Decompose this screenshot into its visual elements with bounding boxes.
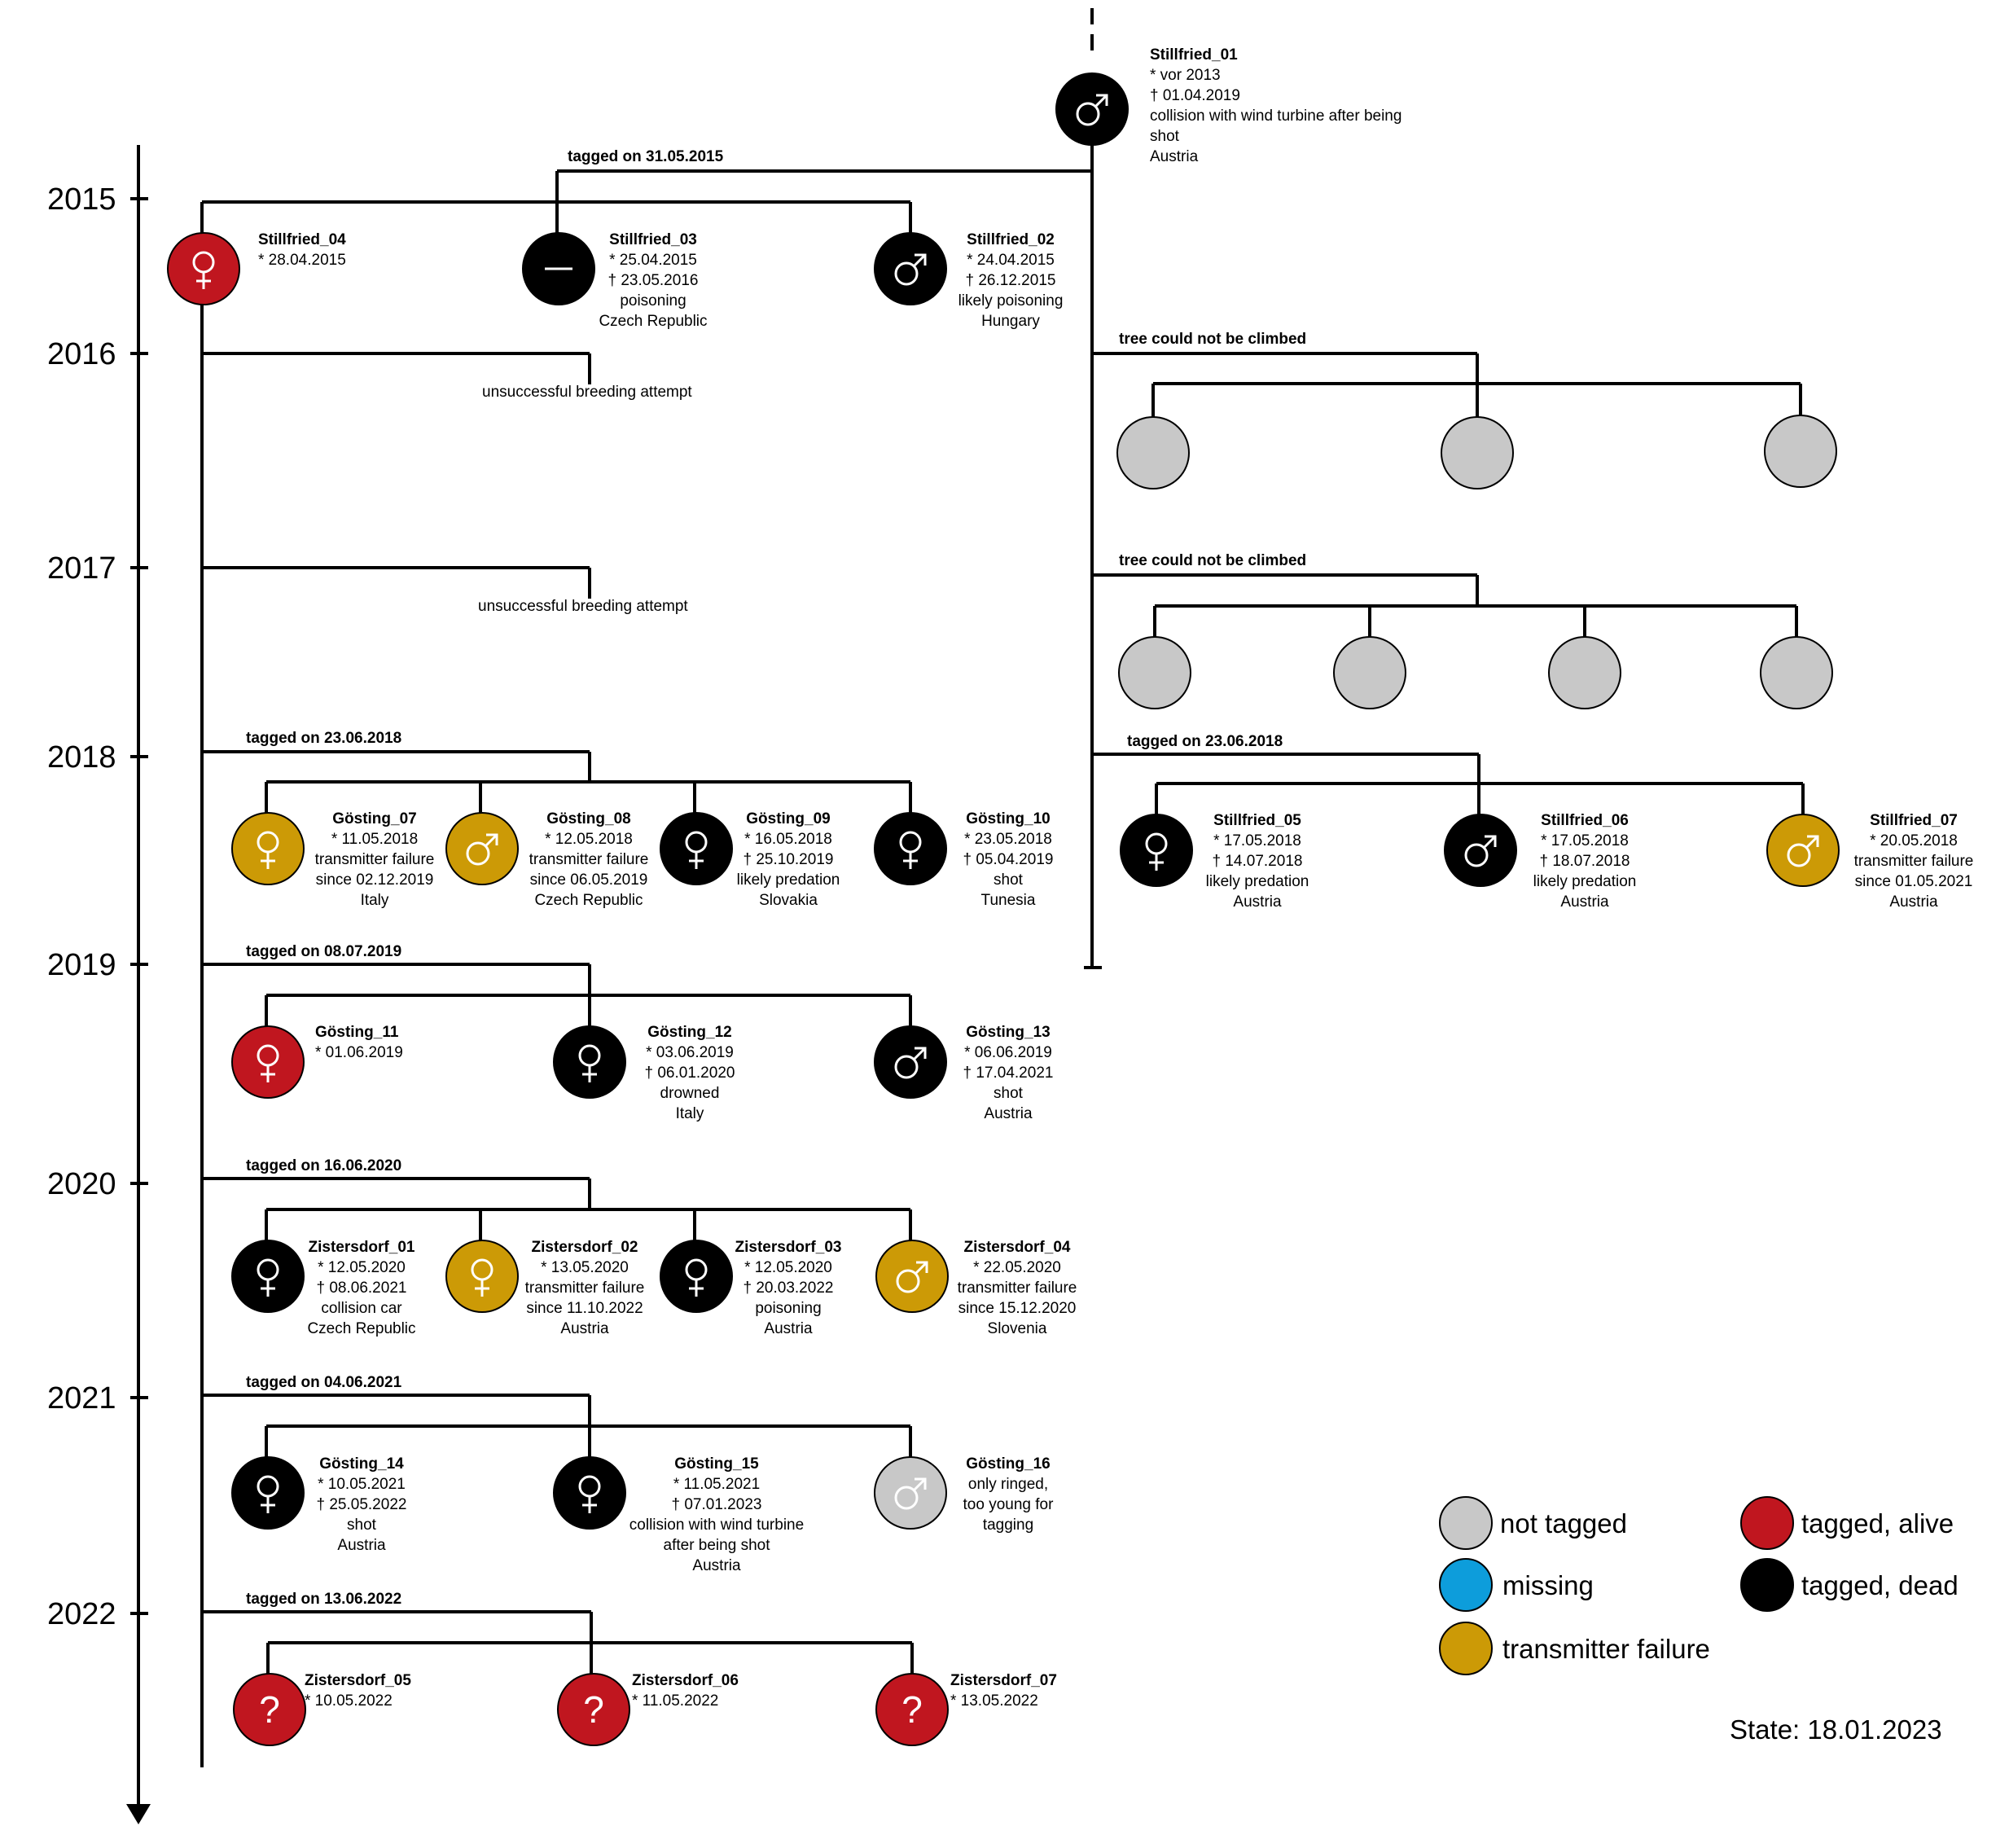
bird-info-line: † 20.03.2022 [743,1280,834,1297]
bird-info-line: Czech Republic [534,892,643,909]
status-circle [875,813,946,884]
bird-name: Gösting_13 [966,1024,1051,1041]
bird-info-line: * 13.05.2022 [950,1692,1038,1710]
bird-node-zistersdorf-03 [660,1239,841,1337]
question-mark-icon [259,1688,280,1731]
status-circle [232,813,304,884]
bird-info-line: * 03.06.2019 [646,1044,734,1061]
legend [1440,1497,1959,1675]
timeline [47,145,151,1824]
bird-info-line: Austria [764,1320,813,1337]
status-circle [554,1457,625,1529]
bird-node-zistersdorf-02 [446,1239,644,1337]
bird-node-zistersdorf-05 [234,1672,411,1745]
bird-info-line: shot [1150,128,1179,145]
bird-info-line: transmitter failure [957,1280,1077,1297]
bird-info-line: Austria [560,1320,609,1337]
bird-info-line: Slovenia [987,1320,1047,1337]
bird-name: Stillfried_07 [1870,812,1958,829]
status-circle [1767,814,1839,886]
legend-label-transmitter-failure: transmitter failure [1502,1634,1710,1664]
year-2022: 2022 [47,1597,116,1631]
bird-info-line: * 11.05.2018 [331,831,419,848]
bird-node-zistersdorf-07 [876,1672,1057,1745]
bird-info-line: † 17.04.2021 [963,1064,1054,1082]
bird-info-line: * 16.05.2018 [744,831,832,848]
bird-info-line: too young for [963,1496,1054,1513]
legend-swatch-tagged-dead [1741,1559,1793,1611]
bird-info-line: † 18.07.2018 [1539,853,1630,870]
bird-info-line: poisoning [620,292,686,309]
bird-info-line: † 14.07.2018 [1212,853,1303,870]
bird-info-line: drowned [660,1085,720,1102]
bird-node-gosting-13 [875,1024,1053,1122]
status-circle [1121,814,1192,886]
bird-info-line: since 01.05.2021 [1854,873,1973,890]
bird-node-stillfried-04 [168,231,346,305]
bird-name: Zistersdorf_03 [735,1239,842,1256]
bird-info-line: † 07.01.2023 [671,1496,762,1513]
bird-info-line: † 25.05.2022 [316,1496,407,1513]
bird-info-line: † 01.04.2019 [1150,87,1240,104]
year-2017: 2017 [47,551,116,586]
state-date: State: 18.01.2023 [1730,1714,1942,1745]
year-2016: 2016 [47,337,116,371]
bird-info-line: * 01.06.2019 [315,1044,403,1061]
untagged-chick-node [1117,417,1189,489]
bird-info-line: Austria [1560,893,1609,911]
bird-node-gosting-10 [875,810,1053,909]
bird-info-line: Tunesia [980,892,1036,909]
year-2018: 2018 [47,740,116,775]
bird-name: Stillfried_03 [609,231,697,248]
bird-info-line: collision with wind turbine after being [1150,108,1402,125]
status-circle [232,1240,304,1312]
bird-info-line: * 12.05.2020 [744,1259,832,1276]
bird-info-line: Austria [692,1557,741,1574]
bird-info-line: only ringed, [967,1476,1049,1493]
svg-text:?: ? [583,1688,604,1731]
bird-info-line: * 20.05.2018 [1870,832,1958,849]
bird-node-gosting-09 [660,810,840,909]
bird-name: Zistersdorf_02 [531,1239,638,1256]
question-mark-icon [583,1688,604,1731]
bird-name: Stillfried_06 [1541,812,1629,829]
bird-info-line: † 26.12.2015 [965,272,1056,289]
legend-swatch-transmitter-failure [1440,1622,1492,1675]
status-circle [232,1026,304,1098]
bird-node-stillfried-07 [1767,812,1973,911]
bird-name: Gösting_07 [332,810,417,827]
bird-info-line: Czech Republic [599,313,708,330]
bird-info-line: shot [994,871,1023,889]
bird-info-line: since 15.12.2020 [958,1300,1077,1317]
bird-node-stillfried-01 [1056,46,1401,165]
bird-name: Zistersdorf_04 [963,1239,1071,1256]
bird-info-line: after being shot [663,1537,770,1554]
question-mark-icon [901,1688,923,1731]
legend-label-missing: missing [1502,1570,1594,1600]
year-2020: 2020 [47,1167,116,1201]
status-circle [446,1240,518,1312]
untagged-chick-node [1119,637,1191,709]
bird-name: Gösting_16 [966,1455,1051,1473]
bird-node-gosting-07 [232,810,434,909]
status-circle [660,1240,732,1312]
bird-info-line: * 11.05.2021 [673,1476,761,1493]
bird-node-stillfried-05 [1121,812,1309,911]
bird-info-line: likely predation [736,871,840,889]
bird-name: Gösting_08 [546,810,631,827]
bird-name: Gösting_11 [315,1024,399,1041]
bird-info-line: transmitter failure [524,1280,645,1297]
status-circle [232,1457,304,1529]
bird-node-gosting-11 [232,1024,403,1098]
bird-name: Gösting_15 [674,1455,759,1473]
bird-node-gosting-16 [875,1455,1054,1534]
bird-name: Gösting_09 [746,810,831,827]
bird-info-line: Italy [360,892,389,909]
legend-swatch-tagged-alive [1741,1497,1793,1549]
year-2021: 2021 [47,1381,116,1416]
bird-info-line: Austria [1233,893,1282,911]
bird-info-line: likely predation [1205,873,1309,890]
bird-info-line: * 17.05.2018 [1541,832,1629,849]
svg-text:?: ? [259,1688,280,1731]
bird-info-line: * 23.05.2018 [964,831,1052,848]
bird-info-line: since 06.05.2019 [529,871,648,889]
bird-node-gosting-14 [232,1455,406,1554]
legend-swatch-missing [1440,1559,1492,1611]
event-tree-not-climbed-2017: tree could not be climbed [1119,552,1307,569]
bird-info-line: Italy [675,1105,704,1122]
bird-info-line: * 11.05.2022 [632,1692,719,1710]
legend-label-tagged-alive: tagged, alive [1801,1508,1954,1539]
event-tag-2018: tagged on 23.06.2018 [246,730,402,747]
event-tree-not-climbed-2016: tree could not be climbed [1119,331,1307,348]
bird-name: Stillfried_04 [258,231,346,248]
bird-info-line: tagging [982,1517,1034,1534]
untagged-chick-node [1549,637,1621,709]
bird-info-line: * 10.05.2022 [305,1692,393,1710]
event-tag-2019: tagged on 08.07.2019 [246,943,402,960]
bird-info-line: * vor 2013 [1150,67,1221,84]
status-circle [875,1026,946,1098]
status-circle [875,1457,946,1529]
status-circle [876,1240,948,1312]
bird-info-line: * 24.04.2015 [967,252,1055,269]
status-circle [446,813,518,884]
event-no-breeding-2016: unsuccessful breeding attempt [482,384,692,401]
bird-name: Stillfried_02 [967,231,1055,248]
bird-info-line: since 02.12.2019 [315,871,434,889]
bird-info-line: likely predation [1533,873,1637,890]
bird-info-line: Czech Republic [307,1320,416,1337]
bird-info-line: † 05.04.2019 [963,851,1054,868]
bird-name: Gösting_12 [647,1024,732,1041]
bird-node-zistersdorf-06 [558,1672,739,1745]
event-no-breeding-2017: unsuccessful breeding attempt [478,598,688,615]
bird-name: Zistersdorf_01 [308,1239,415,1256]
bird-node-stillfried-02 [875,231,1063,330]
bird-nodes [168,46,1973,1745]
bird-info-line: Austria [1150,148,1199,165]
bird-info-line: * 12.05.2020 [318,1259,406,1276]
bird-info-line: Slovakia [759,892,818,909]
bird-info-line: * 12.05.2018 [545,831,633,848]
bird-info-line: † 06.01.2020 [644,1064,735,1082]
bird-info-line: † 25.10.2019 [743,851,834,868]
timeline-arrow [126,1804,151,1824]
bird-info-line: transmitter failure [529,851,649,868]
status-circle [168,233,239,305]
bird-info-line: * 13.05.2020 [541,1259,629,1276]
bird-node-stillfried-06 [1445,812,1636,911]
untagged-chick-node [1761,637,1832,709]
legend-label-not-tagged: not tagged [1500,1508,1627,1539]
bird-info-line: * 25.04.2015 [609,252,697,269]
legend-swatch-not-tagged [1440,1497,1492,1549]
svg-text:?: ? [901,1688,923,1731]
bird-node-gosting-15 [554,1455,804,1574]
bird-name: Zistersdorf_05 [305,1672,411,1689]
bird-info-line: Austria [1889,893,1938,911]
bird-name: Stillfried_05 [1213,812,1301,829]
bird-info-line: * 28.04.2015 [258,252,346,269]
bird-node-gosting-12 [554,1024,735,1122]
bird-info-line: transmitter failure [314,851,435,868]
bird-info-line: Austria [337,1537,386,1554]
bird-node-gosting-08 [446,810,648,909]
bird-info-line: collision car [321,1300,402,1317]
untagged-chick-node [1334,637,1406,709]
bird-name: Gösting_10 [966,810,1051,827]
bird-info-line: collision with wind turbine [629,1517,805,1534]
bird-name: Zistersdorf_07 [950,1672,1057,1689]
event-tag-2020: tagged on 16.06.2020 [246,1157,402,1174]
year-2015: 2015 [47,182,116,217]
bird-info-line: * 22.05.2020 [973,1259,1061,1276]
event-tag-2021: tagged on 04.06.2021 [246,1374,402,1391]
bird-info-line: Hungary [981,313,1040,330]
bird-info-line: poisoning [755,1300,822,1317]
bird-node-stillfried-03 [523,231,708,330]
bird-info-line: shot [994,1085,1023,1102]
bird-info-line: * 06.06.2019 [964,1044,1052,1061]
bird-node-zistersdorf-04 [876,1239,1077,1337]
bird-info-line: * 10.05.2021 [318,1476,406,1493]
bird-info-line: since 11.10.2022 [526,1300,643,1317]
bird-info-line: transmitter failure [1853,853,1974,870]
legend-label-tagged-dead: tagged, dead [1801,1570,1959,1600]
event-tag-2022: tagged on 13.06.2022 [246,1591,402,1608]
status-circle [660,813,732,884]
bird-info-line: likely poisoning [958,292,1064,309]
untagged-chick-node [1441,417,1513,489]
status-circle [1445,814,1516,886]
untagged-chick-node [1765,415,1836,487]
bird-info-line: shot [347,1517,376,1534]
bird-name: Stillfried_01 [1150,46,1238,64]
event-tag-2018-right: tagged on 23.06.2018 [1127,733,1283,750]
bird-info-line: † 08.06.2021 [316,1280,407,1297]
year-2019: 2019 [47,948,116,982]
bird-name: Zistersdorf_06 [632,1672,739,1689]
bird-name: Gösting_14 [319,1455,404,1473]
status-circle [554,1026,625,1098]
bird-info-line: Austria [984,1105,1033,1122]
bird-info-line: * 17.05.2018 [1213,832,1301,849]
bird-node-zistersdorf-01 [232,1239,416,1337]
event-tag-2015: tagged on 31.05.2015 [568,148,724,165]
status-circle [875,233,946,305]
status-circle [1056,73,1128,145]
bird-info-line: † 23.05.2016 [608,272,699,289]
